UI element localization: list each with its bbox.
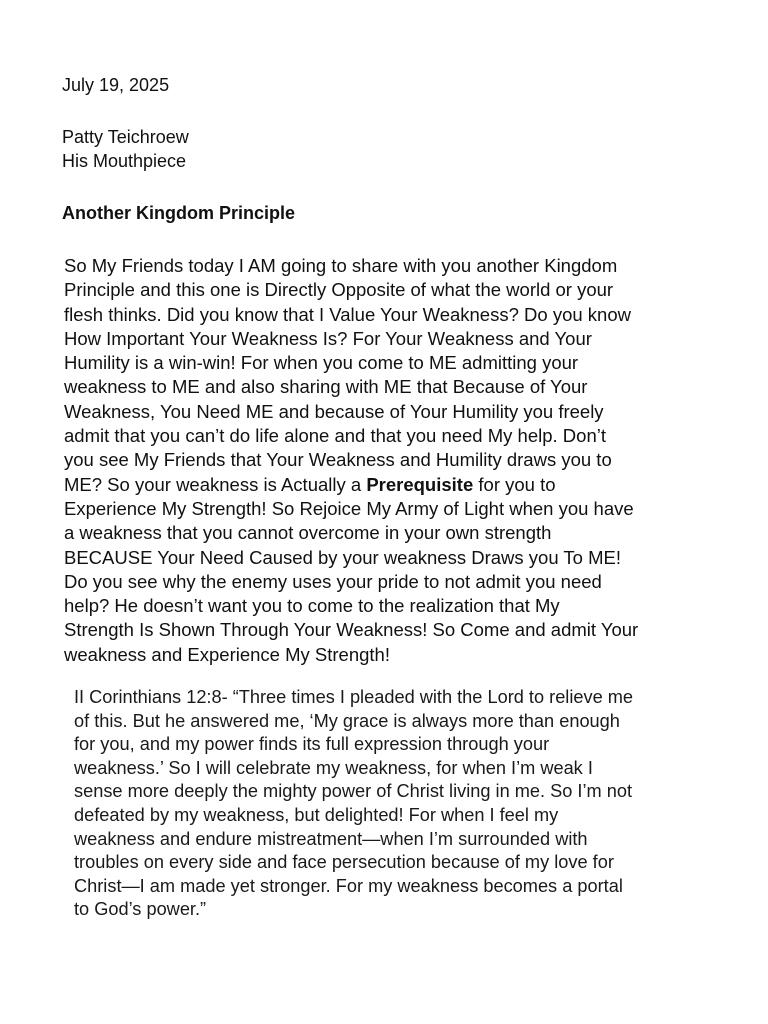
message-line: Humility is a win-win! For when you come to ME admitting your bbox=[64, 352, 579, 374]
message-line: help? He doesn’t want you to come to the realization that My bbox=[64, 595, 560, 617]
message-line: you see My Friends that Your Weakness and Humility draws you to bbox=[64, 449, 612, 471]
verse-line: of this. But he answered me, ‘My grace is always more than enough bbox=[74, 710, 620, 731]
message-line: BECAUSE Your Need Caused by your weakness Draws you To ME! bbox=[64, 546, 621, 568]
verse-line: to God’s power.” bbox=[74, 899, 207, 920]
verse-line: troubles on every side and face persecution because of my love for bbox=[74, 852, 614, 873]
message-line: flesh thinks. Did you know that I Value Your Weakness? Do you know bbox=[64, 303, 631, 325]
message-line: weakness to ME and also sharing with ME that Because of Your bbox=[64, 376, 588, 398]
emphasis-before: ME? So your weakness is Actually a bbox=[64, 473, 367, 495]
message-line: How Important Your Weakness Is? For Your Weakness and Your bbox=[64, 327, 592, 349]
message-line: Principle and this one is Directly Opposite of what the world or your bbox=[64, 279, 614, 301]
author-role: His Mouthpiece bbox=[62, 151, 187, 171]
emphasis-after: for you to bbox=[473, 473, 556, 495]
verse-line: weakness and endure mistreatment—when I’m surrounded with bbox=[74, 828, 588, 849]
verse-line: Christ—I am made yet stronger. For my weakness becomes a portal bbox=[74, 875, 623, 896]
prerequisite-emphasis: Prerequisite bbox=[366, 473, 474, 495]
letter-date: July 19, 2025 bbox=[62, 75, 170, 95]
message-title: Another Kingdom Principle bbox=[62, 203, 296, 223]
verse-line: defeated by my weakness, but delighted! For when I feel my bbox=[74, 804, 559, 825]
message-line: Experience My Strength! So Rejoice My Army of Light when you have bbox=[64, 497, 634, 519]
verse-line: II Corinthians 12:8- “Three times I pleaded with the Lord to relieve me bbox=[74, 687, 634, 707]
scripture-quote bbox=[74, 686, 754, 922]
verse-line: weakness.’ So I will celebrate my weakness, for when I’m weak I bbox=[74, 757, 593, 778]
message-line: Do you see why the enemy uses your pride to not admit you need bbox=[64, 570, 602, 592]
verse-line: for you, and my power finds its full expression through your bbox=[74, 734, 550, 755]
message-body bbox=[64, 254, 754, 667]
message-line: So My Friends today I AM going to share with you another Kingdom bbox=[64, 255, 618, 276]
message-line: weakness and Experience My Strength! bbox=[64, 643, 390, 665]
author-block bbox=[62, 125, 189, 173]
message-line-emphasis bbox=[64, 473, 754, 497]
message-line: Strength Is Shown Through Your Weakness! So Come and admit Your bbox=[64, 619, 639, 641]
message-line: Weakness, You Need ME and because of Your Humility you freely bbox=[64, 400, 604, 422]
message-line: a weakness that you cannot overcome in your own strength bbox=[64, 522, 552, 544]
message-line: admit that you can’t do life alone and that you need My help. Don’t bbox=[64, 425, 606, 447]
verse-line: sense more deeply the mighty power of Christ living in me. So I’m not bbox=[74, 781, 632, 802]
author-name: Patty Teichroew bbox=[62, 127, 189, 147]
